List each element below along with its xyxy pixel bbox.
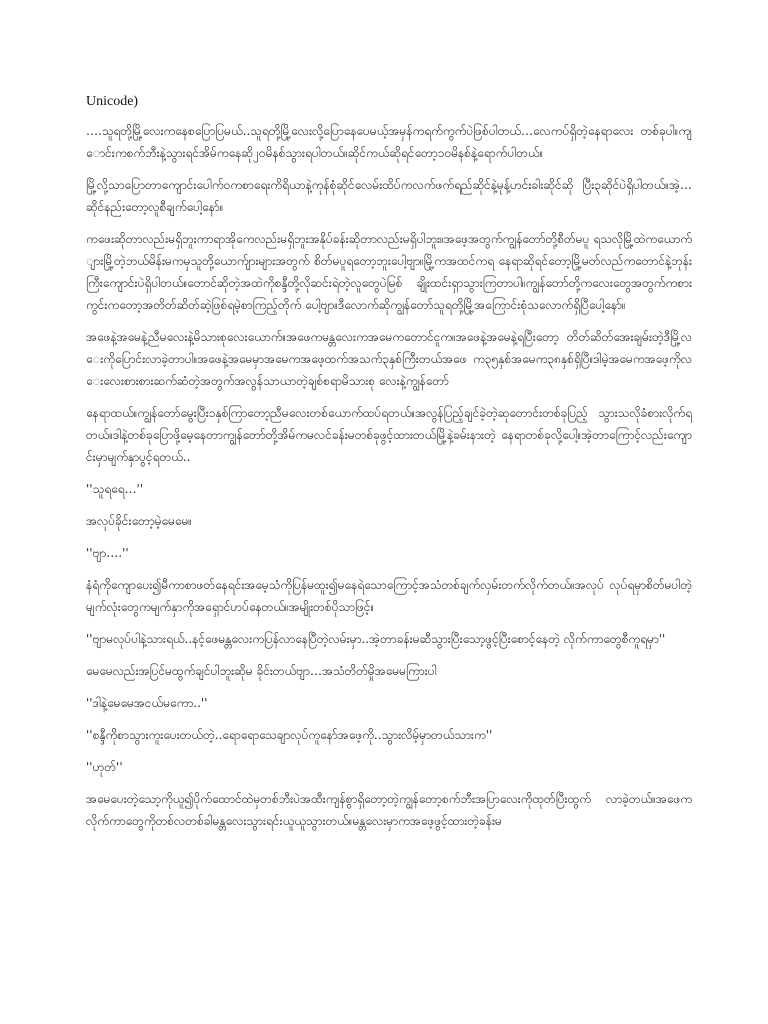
dialogue-line: ''ဟုတ်'': [86, 760, 123, 774]
dialogue-line: ''ဗျာ….'': [86, 546, 129, 560]
dialogue-line: ''စန္ဒီကိုစာသွားကူးပေးတယ်တဲ့..ရောရောသေချာလုပ်ကူနော်အဖေ့ကို..သွားလိမ့်မှာတယ်သားက'': [86, 728, 493, 742]
paragraph-hall: နေရာထယ်။ကျွန်တော်မွေးပြီး၁နှစ်ကြာတော့ညီမလေးတစ်ယောက်ထပ်ရတယ်။အလွန်ပြည့်ချင်ခဲ့တဲ့ဆုတောင်းတစ်ခုပြည့် သွားသလိုခံစားလိုက်ရတယ်။ဒါနဲ့တစ်ခုပြောဖို့မေ့နေတာကျွန်တော်တို့အိမ်ကမလင်ခန်းမတစ်ခုဖွင့်ထားတယ်မြို့နဲ့ခမ်းနားတဲ့ နေရာတစ်ခုလို့ပေါ့။အဲ့တာကြောင့်လည်းကျောင်းမှာမျက်နှာပွင့်ရတယ်..: [86, 406, 692, 464]
paragraph-town-description: ကဖေးဆိုတာလည်းမရှိဘူးကာရာအိုကေလည်းမရှိဘူးအနိုပ်ခန်းဆိုတာလည်းမရှိပါဘူး။အဖေ့အတွက်ကျွန်တော်တို့စီတ်မပူ ရသလိုမြို့ထဲကယောက်ျားမြို့တဲ့ဘယ်မိန်းမကမှသူတို့ယောက်ျားများအတွက် စိတ်မပူရတော့ဘူးပေါ့ဗျာ။မြို့ကအထင်ကရ နေရာဆိုရင်တော့မြို့မတ်လည်ကတောင်နဲ့ဘုန်းကြီးကျောင်းပဲရှိပါတယ်။တောင်ဆိုတဲ့အထဲကိုစန္ဒီတို့လိုဆင်းရဲတဲ့လူတွေပဲမြစ် ချိုးထင်းရှာသွားကြတာပါ။ကျွန်တော်တို့ကလေးတွေအတွက်ကစားကွင်းကတော့အတိတ်ဆိတ်ဆဲ့ဖြစ်ရမဲ့စာကြည့်တိုက် ပေါ့ဗျာ။ဒီလောက်ဆိုကျွန်တော်သူရတို့မြို့အကြောင်းစုံသလောက်ရှိပြီပေါ့နော်။: [86, 232, 692, 312]
document-heading: Unicode): [86, 94, 139, 109]
paragraph-bicycle: အမေပေးတဲ့သော့ကိုယူ၍ပိုက်ထောင်ထဲမှတစ်ဘီးပဲအထီးကျန်စွာရှိတော့တဲ့ကျွန်တော့စက်ဘီးအပြာလေးကိုထုတ်ပြီးထွက် လာခဲ့တယ်။အဖေကလိုက်ကာတွေကိုတစ်လတစ်ခါမန္တလေးသွားရင်းယူယူသွားတယ်။မန္တလေးမှာကအဖေ့ဖွင့်ထားတဲ့ခန်းမ: [86, 792, 692, 828]
paragraph-intro: ….သူရတို့မြို့လေးကနေစပြောပြမယ်..သူရတို့မြို့လေးလို့ပြောနေပေမယ့်အမှန်ကရက်ကွက်ပဲဖြစ်ပါတယ်…လေကပ်ရှိတဲ့နေရာလေး တစ်ခုပါ။ကျောင်းကစက်ဘီးနဲ့သွားရင်အိမ်ကနေဆို၂၀မိနစ်သွားရပါတယ်။ဆိုင်ကယ်ဆိုရင်တော့၁၀မိနစ်နဲ့ရောက်ပါတယ်။: [86, 124, 692, 160]
narration-line: မေမေလည်းအပြင်မထွက်ချင်ပါဘူးဆိုမ ခိုင်းတယ်ဗျာ…အသံတိတ်မှိုအမေမကြားပါ: [86, 664, 437, 678]
dialogue-line: ''ဗျာမလုပ်ပါနဲ့သားရယ်..နင့်ဖေမန္တလေးကပြန်လာနေပြီတဲ့လမ်းမှာ..အဲ့တာခန်းမဆီသွားပြီးသော့ဖွင့်ပြီးစောင့်နေတဲ့ လိုက်ကာတွေစီကူရမှာ'': [86, 632, 666, 646]
paragraph-town-shops: မြို့လို့သာပြောတာကျောင်းပေါက်ဝကစာရေးကိရိယာနဲ့ကုန်စုံဆိုင်လေမ်းထိပ်ကလက်ဖက်ရည်ဆိုင်နဲ့မုန့်ဟင်းခါးဆိုင်ဆို ပြီး၃ဆိုင်ပဲရှိပါတယ်။အဲ့…ဆိုင်နည်းတော့လူစီချက်ပေါ့နော်။: [86, 178, 692, 214]
dialogue-line: ''ဒါနဲ့မေမေအငယ်မကော..'': [86, 696, 208, 710]
dialogue-line: ''သူရရေ…'': [86, 482, 144, 496]
paragraph-reading: နံရံကိုကျောပေး၍မီကာစာဖတ်နေရင်းအမေ့သံကိုပြန်မထူး၍မနေရဲသောကြောင့်အသံတစ်ချက်လှမ်းတက်လိုက်တယ်။အလုပ် လုပ်ရမှာစိတ်မပါတဲ့မျက်လုံးတွေကမျက်နှာကိုအရှောင်ဟပ်နေတယ်။အမျိုးတစ်ပိုသာဖြင့်။: [86, 578, 692, 614]
paragraph-family: အဖေနဲ့အမေနဲ့ညီမလေးနဲ့မိသားစုလေးယောက်။အဖေကမန္တလေးကအမေကတောင်ငူက။အဖေနဲ့အမေနဲ့ရပြီးတော့ တိတ်ဆိတ်အေးချမ်းတဲ့ဒီမြို့လေးကိုပြောင်းလာခဲ့တာပါ။အဖေနဲ့အမေမှာအမေကအဖေ့ထက်အသက်၃နှစ်ကြီးတယ်အဖေ က၃၅နှစ်အမေက၃၈နှစ်ရှိပြီ။ဒါမဲ့အမေကအဖေ့ကိုလေးလေးစားစားဆက်ဆံတဲ့အတွက်အလွန်သာယာတဲ့ချစ်စရာမိသားစု လေးနဲ့ကျွန်တော်: [86, 330, 692, 388]
narration-line: အလုပ်ခိုင်းတော့မဲ့မေမေ။: [86, 514, 192, 528]
document-page: [86, 92, 692, 1024]
